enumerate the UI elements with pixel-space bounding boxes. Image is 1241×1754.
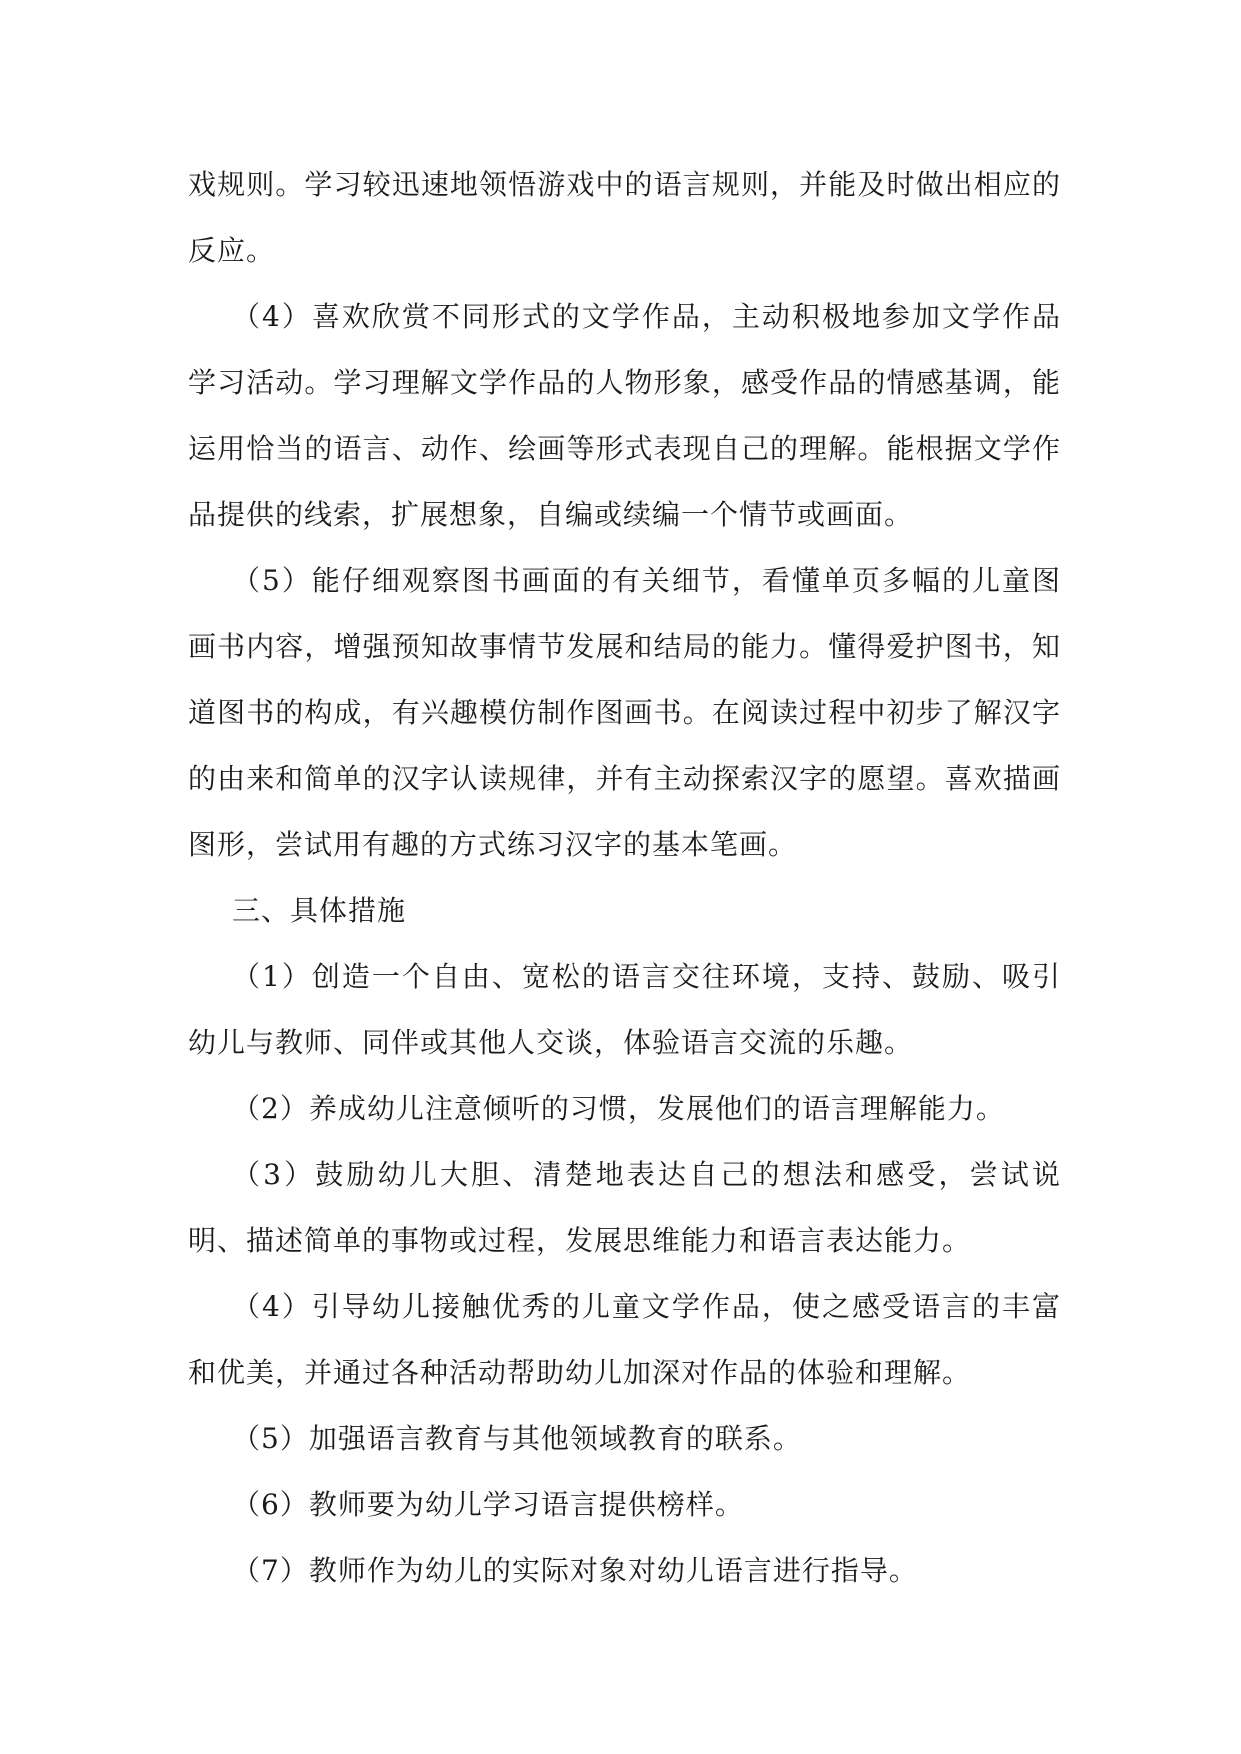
paragraph-measure-7: （7）教师作为幼儿的实际对象对幼儿语言进行指导。 [232,1554,918,1587]
section-heading-measures: 三、具体措施 [232,894,407,927]
document-body [188,152,1061,1604]
paragraph-continued-game-rules: 戏规则。学习较迅速地领悟游戏中的语言规则，并能及时做出相应的反应。 [188,168,1061,267]
paragraph-measure-2: （2）养成幼儿注意倾听的习惯，发展他们的语言理解能力。 [232,1092,1005,1125]
paragraph-measure-5: （5）加强语言教育与其他领域教育的联系。 [232,1422,802,1455]
paragraph-measure-3: （3）鼓励幼儿大胆、清楚地表达自己的想法和感受，尝试说明、描述简单的事物或过程，发展思维能力和语言表达能力。 [188,1158,1061,1257]
paragraph-goal-4-literature: （4）喜欢欣赏不同形式的文学作品，主动积极地参加文学作品学习活动。学习理解文学作品的人物形象，感受作品的情感基调，能运用恰当的语言、动作、绘画等形式表现自己的理解。能根据文学作品提供的线索，扩展想象，自编或续编一个情节或画面。 [188,300,1061,531]
paragraph-measure-4: （4）引导幼儿接触优秀的儿童文学作品，使之感受语言的丰富和优美，并通过各种活动帮助幼儿加深对作品的体验和理解。 [188,1290,1061,1389]
paragraph-measure-6: （6）教师要为幼儿学习语言提供榜样。 [232,1488,744,1521]
paragraph-measure-1: （1）创造一个自由、宽松的语言交往环境，支持、鼓励、吸引幼儿与教师、同伴或其他人交谈，体验语言交流的乐趣。 [188,960,1061,1059]
paragraph-goal-5-picture-books: （5）能仔细观察图书画面的有关细节，看懂单页多幅的儿童图画书内容，增强预知故事情节发展和结局的能力。懂得爱护图书，知道图书的构成，有兴趣模仿制作图画书。在阅读过程中初步了解汉字的由来和简单的汉字认读规律，并有主动探索汉字的愿望。喜欢描画图形，尝试用有趣的方式练习汉字的基本笔画。 [188,564,1061,861]
